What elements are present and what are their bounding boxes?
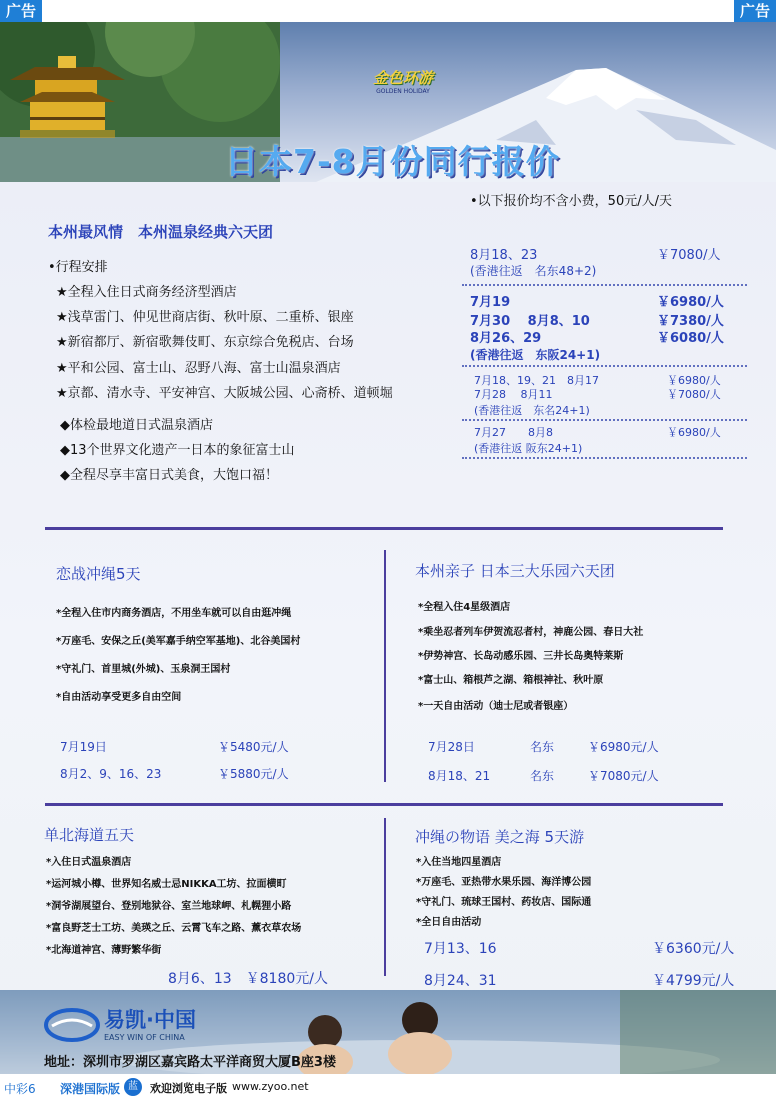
brand-logo bbox=[362, 59, 444, 107]
brand-logo-subtext: GOLDEN HOLIDAY bbox=[376, 88, 430, 95]
okinawa5-date: 8月2、9、16、23 bbox=[60, 767, 162, 781]
tip-note: •以下报价均不含小费，50元/人/天 bbox=[470, 194, 672, 209]
okinawa-story-item: *入住当地四星酒店 bbox=[416, 857, 502, 868]
okinawa-story-price: ￥4799元/人 bbox=[652, 973, 735, 989]
price-value: ￥7080/人 bbox=[657, 248, 721, 263]
honshu-parks-date: 8月18、21 bbox=[428, 769, 491, 783]
column-divider bbox=[384, 818, 386, 976]
itinerary-item: ★新宿都厅、新宿歌舞伎町、东京综合免税店、台场 bbox=[56, 335, 354, 350]
price-date: 7月30 8月8、10 bbox=[470, 314, 590, 329]
top-bar bbox=[0, 0, 776, 22]
okinawa5-item: *全程入住市内商务酒店，不用坐车就可以自由逛冲绳 bbox=[56, 608, 292, 619]
price-date: 7月27 8月8 bbox=[474, 426, 553, 439]
price-date: 7月19 bbox=[470, 295, 511, 310]
footer bbox=[0, 1074, 776, 1100]
price-value: ￥7380/人 bbox=[657, 314, 724, 329]
hokkaido-heading: 单北海道五天 bbox=[44, 826, 135, 844]
itinerary-item: ★京都、清水寺、平安神宫、大阪城公园、心斋桥、道顿堀 bbox=[56, 386, 393, 401]
price-route: (香港往返 东阪24+1) bbox=[470, 348, 601, 362]
highlight-item: ◆13个世界文化遗产一日本的象征富士山 bbox=[60, 443, 295, 458]
footer-url[interactable]: www.zyoo.net bbox=[232, 1080, 309, 1093]
honshu-parks-price: ￥7080元/人 bbox=[588, 769, 659, 783]
bottom-banner bbox=[0, 990, 776, 1074]
okinawa5-date: 7月19日 bbox=[60, 740, 107, 754]
price-date: 7月18、19、21 8月17 bbox=[474, 374, 599, 387]
brand-logo-text: 金色环游 bbox=[372, 69, 433, 87]
okinawa5-item: *守礼门、首里城(外城)、玉泉洞王国村 bbox=[56, 664, 231, 675]
okinawa-story-date: 8月24、31 bbox=[424, 973, 497, 989]
okinawa-story-item: *守礼门、琉球王国村、药妆店、国际通 bbox=[416, 897, 592, 908]
company-name-en: EASY WIN OF CHINA bbox=[104, 1033, 185, 1042]
highlight-item: ◆体检最地道日式温泉酒店 bbox=[60, 418, 213, 433]
highlight-item: ◆全程尽享丰富日式美食，大饱口福！ bbox=[60, 468, 278, 483]
itinerary-item: ★平和公园、富士山、忍野八海、富士山温泉酒店 bbox=[56, 361, 341, 376]
company-address: 地址：深圳市罗湖区嘉宾路太平洋商贸大厦B座3楼 bbox=[44, 1055, 336, 1070]
price-route: (香港往返 名东48+2) bbox=[470, 264, 597, 278]
price-date: 8月18、23 bbox=[470, 248, 538, 263]
okinawa5-price: ￥5880元/人 bbox=[218, 767, 289, 781]
price-value: ￥6980/人 bbox=[657, 295, 724, 310]
company-name: 易凯·中国 bbox=[104, 1008, 196, 1032]
honshu-parks-item: *全程入住4星级酒店 bbox=[418, 602, 511, 613]
hokkaido-item: *入住日式温泉酒店 bbox=[46, 857, 132, 868]
honshu-parks-item: *乘坐忍者列车伊贺流忍者村，神鹿公园、春日大社 bbox=[418, 627, 644, 638]
price-date: 8月26、29 bbox=[470, 331, 542, 346]
edition-badge: 蓝 bbox=[124, 1078, 142, 1096]
okinawa5-price: ￥5480元/人 bbox=[218, 740, 289, 754]
honshu-parks-price: ￥6980元/人 bbox=[588, 740, 659, 754]
hokkaido-price: 8月6、13 ￥8180元/人 bbox=[168, 971, 328, 987]
hokkaido-item: *洞爷湖展望台、登别地狱谷、室兰地球岬、札幌狸小路 bbox=[46, 901, 292, 912]
itinerary-item: ★浅草雷门、仲见世商店街、秋叶原、二重桥、银座 bbox=[56, 310, 354, 325]
price-value: ￥6080/人 bbox=[657, 331, 724, 346]
okinawa5-item: *自由活动享受更多自由空间 bbox=[56, 692, 182, 703]
price-value: ￥7080/人 bbox=[667, 388, 721, 401]
price-value: ￥6980/人 bbox=[667, 374, 721, 387]
honshu-parks-route: 名东 bbox=[530, 740, 555, 754]
page-title: 日本7-8月份同行报价 bbox=[225, 142, 560, 181]
honshu-parks-date: 7月28日 bbox=[428, 740, 475, 754]
okinawa-story-heading: 冲绳の物语 美之海 5天游 bbox=[415, 828, 585, 846]
ad-label-right: 广告 bbox=[734, 0, 776, 22]
honshu-parks-heading: 本州亲子 日本三大乐园六天团 bbox=[415, 562, 615, 580]
hokkaido-item: *运河城小樽、世界知名威士忌NIKKA工坊、拉面横町 bbox=[46, 879, 287, 890]
hokkaido-item: *北海道神宫、薄野繁华街 bbox=[46, 945, 162, 956]
footer-text: 欢迎浏览电子版 bbox=[150, 1082, 227, 1095]
edition-name: 深港国际版 bbox=[60, 1082, 121, 1096]
okinawa-story-item: *全日自由活动 bbox=[416, 917, 482, 928]
company-logo-icon bbox=[44, 1006, 100, 1044]
okinawa5-item: *万座毛、安保之丘(美军嘉手纳空军基地)、北谷美国村 bbox=[56, 636, 301, 647]
divider bbox=[45, 527, 723, 530]
divider bbox=[45, 803, 723, 806]
hokkaido-item: *富良野芝士工坊、美瑛之丘、云霄飞车之路、薰衣草农场 bbox=[46, 923, 302, 934]
okinawa-story-date: 7月13、16 bbox=[424, 941, 497, 957]
price-date: 7月28 8月11 bbox=[474, 388, 553, 401]
price-value: ￥6980/人 bbox=[667, 426, 721, 439]
honshu-parks-item: *富士山、箱根芦之湖、箱根神社、秋叶原 bbox=[418, 675, 604, 686]
okinawa5-heading: 恋战冲绳5天 bbox=[56, 565, 141, 583]
okinawa-story-price: ￥6360元/人 bbox=[652, 941, 735, 957]
price-route: (香港往返 阪东24+1) bbox=[474, 442, 583, 455]
price-route: (香港往返 东名24+1) bbox=[474, 404, 590, 417]
ad-label-left: 广告 bbox=[0, 0, 42, 22]
okinawa-story-item: *万座毛、亚热带水果乐园、海洋博公园 bbox=[416, 877, 592, 888]
honshu-parks-route: 名东 bbox=[530, 769, 555, 783]
column-divider bbox=[384, 550, 386, 782]
honshu-parks-item: *一天自由活动（迪士尼或者银座） bbox=[418, 701, 574, 712]
honshu-parks-item: *伊势神宫、长岛动感乐园、三井长岛奥特莱斯 bbox=[418, 651, 624, 662]
section1-heading: 本州最风情 本州温泉经典六天团 bbox=[48, 223, 274, 241]
itinerary-item: ★全程入住日式商务经济型酒店 bbox=[56, 285, 237, 300]
itinerary-label: •行程安排 bbox=[48, 260, 108, 275]
page-number: 中彩6 bbox=[4, 1082, 36, 1096]
